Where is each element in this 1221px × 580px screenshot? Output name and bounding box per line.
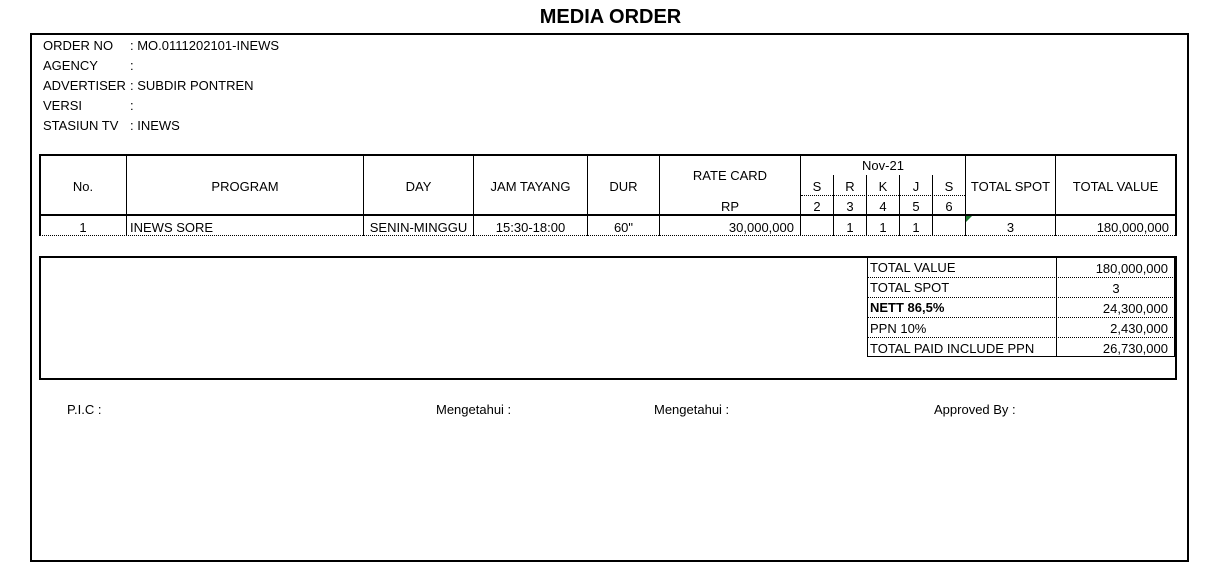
summary-total-value-label: TOTAL VALUE [870,260,956,275]
row-spot: 1 [846,220,854,235]
summary-nett-label: NETT 86,5% [870,300,945,315]
signature-pic: P.I.C : [67,402,102,417]
stasiun-value: : INEWS [130,118,180,133]
agency-label: AGENCY [43,58,98,73]
day-letter: J [912,179,920,194]
col-jam-tayang: JAM TAYANG [490,179,571,194]
col-no: No. [72,179,94,194]
row-no: 1 [79,220,87,235]
col-day: DAY [405,179,432,194]
row-rate: 30,000,000 [728,220,794,235]
row-dur: 60" [613,220,634,235]
order-table [39,154,1177,236]
page-title: MEDIA ORDER [539,6,682,28]
summary-table [867,257,1175,357]
col-rate-card: RATE CARD [692,168,768,183]
row-jam: 15:30-18:00 [495,220,566,235]
stasiun-label: STASIUN TV [43,118,119,133]
day-date: 5 [912,199,920,214]
col-total-value: TOTAL VALUE [1072,179,1159,194]
day-date: 2 [813,199,821,214]
versi-label: VERSI [43,98,83,113]
row-day: SENIN-MINGGU [369,220,468,235]
summary-ppn-label: PPN 10% [870,321,927,336]
day-letter: S [944,179,954,194]
row-total-value: 180,000,000 [1096,220,1169,235]
col-program: PROGRAM [211,179,279,194]
col-month: Nov-21 [862,158,904,173]
signature-approved: Approved By : [934,402,1016,417]
col-dur: DUR [609,179,638,194]
row-spot: 1 [879,220,887,235]
summary-total-spot: 3 [1112,281,1120,296]
day-letter: S [812,179,822,194]
versi-value: : [130,98,134,113]
col-total-spot: TOTAL SPOT [970,179,1051,194]
signature-mengetahui-2: Mengetahui : [654,402,730,417]
day-letter: R [845,179,855,194]
order-no-label: ORDER NO [43,38,114,53]
day-date: 4 [879,199,887,214]
row-total-spot: 3 [1006,220,1015,235]
agency-value: : [130,58,134,73]
summary-ppn: 2,430,000 [1110,321,1168,336]
summary-total-paid-label: TOTAL PAID INCLUDE PPN [870,341,1035,356]
signature-mengetahui-1: Mengetahui : [436,402,512,417]
summary-total-spot-label: TOTAL SPOT [870,280,950,295]
summary-nett: 24,300,000 [1102,301,1168,316]
order-no-value: : MO.0111202101-INEWS [130,38,280,53]
row-spot: 1 [912,220,920,235]
day-date: 6 [945,199,953,214]
col-rate-rp: RP [720,199,740,214]
row-program: INEWS SORE [130,220,214,235]
advertiser-label: ADVERTISER [43,78,126,93]
advertiser-value: : SUBDIR PONTREN [130,78,254,93]
day-date: 3 [846,199,854,214]
day-letter: K [878,179,888,194]
summary-total-paid: 26,730,000 [1102,341,1168,356]
summary-total-value: 180,000,000 [1095,261,1168,276]
